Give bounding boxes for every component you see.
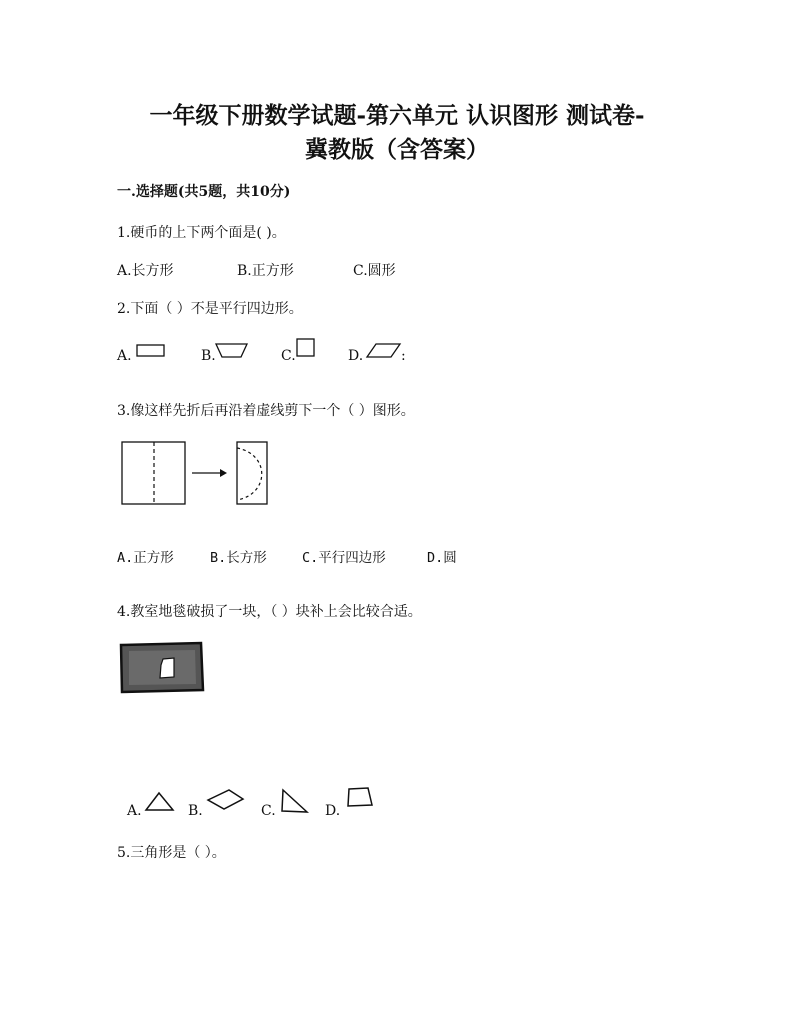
q2-option-a[interactable]: A. [117,348,132,364]
diamond-piece-icon [207,789,245,811]
q1-option-a[interactable]: A.长方形 [117,263,174,279]
q2-option-b[interactable]: B. [201,348,216,364]
doc-title-line1: 一年级下册数学试题-第六单元 认识图形 测试卷- [149,102,645,129]
question-4-text: 4.教室地毯破损了一块，（ ）块补上会比较合适。 [117,604,422,620]
q4-option-b[interactable]: B. [188,803,203,819]
triangle-piece-icon [145,792,175,812]
trapezoid-shape-icon [215,343,249,359]
q2-option-d[interactable]: D. [348,348,364,364]
fold-cut-diagram [120,440,280,506]
question-5-text: 5.三角形是（ ）。 [117,845,226,861]
q1-option-c[interactable]: C.圆形 [353,263,396,279]
quadrilateral-piece-icon [346,787,374,809]
doc-title-line2: 冀教版（含答案） [305,136,489,163]
q3-option-b[interactable]: B.长方形 [210,550,267,566]
q3-option-d[interactable]: D.圆 [427,550,457,566]
question-1-text: 1.硬币的上下两个面是( )。 [117,225,286,241]
q3-option-c[interactable]: C.平行四边形 [302,550,386,566]
q2-trailing-colon: : [401,348,406,364]
parallelogram-shape-icon [366,343,402,359]
square-shape-icon [296,338,316,358]
q1-option-b[interactable]: B.正方形 [237,263,294,279]
section-heading: 一.选择题(共5题，共10分) [117,184,291,200]
q4-option-a[interactable]: A. [127,803,142,819]
question-2-text: 2.下面（ ）不是平行四边形。 [117,301,303,317]
q2-option-c[interactable]: C. [281,348,296,364]
q4-option-c[interactable]: C. [261,803,276,819]
q3-option-a[interactable]: A.正方形 [117,550,174,566]
question-3-text: 3.像这样先折后再沿着虚线剪下一个（ ）图形。 [117,403,415,419]
right-triangle-piece-icon [280,788,310,814]
damaged-carpet-image [119,642,205,694]
rectangle-shape-icon [136,344,166,358]
q4-option-d[interactable]: D. [325,803,341,819]
